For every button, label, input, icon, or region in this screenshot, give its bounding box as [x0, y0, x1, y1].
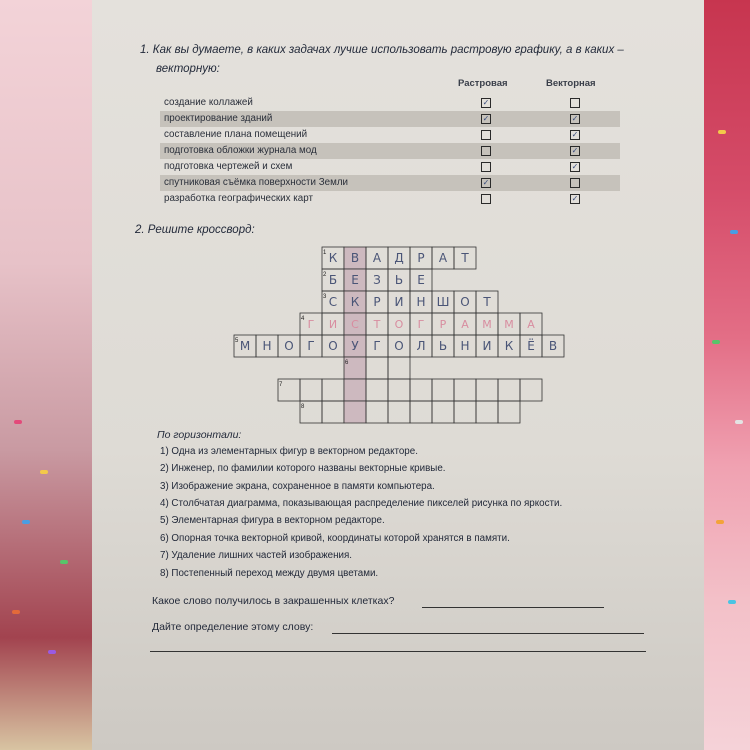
clue-item: 5) Элементарная фигура в векторном редакторе.	[160, 515, 385, 526]
crossword-letter: М	[239, 339, 251, 353]
crossword-letter: А	[372, 251, 382, 265]
crossword-letter: Ш	[436, 295, 450, 309]
crossword-cell[interactable]	[432, 401, 454, 423]
crossword-letter: Р	[417, 251, 425, 265]
crossword-cell[interactable]	[366, 357, 388, 379]
crossword-grid	[92, 0, 704, 430]
crossword-letter: Ь	[438, 339, 448, 353]
clue-item: 2) Инженер, по фамилии которого названы векторные кривые.	[160, 463, 446, 474]
crossword-letter: Ё	[527, 339, 535, 353]
crossword-letter: О	[328, 339, 338, 353]
task2-title: 2. Решите кроссворд:	[135, 224, 255, 236]
crossword-letter: И	[394, 295, 404, 309]
crossword-letter: Е	[351, 273, 359, 287]
clue-item: 6) Опорная точка векторной кривой, координаты которой хранятся в памяти.	[160, 533, 510, 544]
crossword-letter: И	[482, 339, 492, 353]
crossword-row	[278, 379, 542, 401]
crossword-letter: А	[438, 251, 448, 265]
crossword-letter: И	[328, 318, 338, 331]
crossword-cell[interactable]	[388, 357, 410, 379]
crossword-row	[322, 269, 432, 291]
crossword-cell[interactable]	[322, 401, 344, 423]
crossword-letter: Р	[373, 295, 381, 309]
vector-checkbox[interactable]: ✓	[571, 114, 579, 123]
crossword-letter: У	[351, 339, 359, 353]
sprinkle-decoration	[718, 130, 726, 134]
crossword-cell[interactable]	[388, 379, 410, 401]
sprinkle-decoration	[14, 420, 22, 424]
sprinkle-decoration	[60, 560, 68, 564]
crossword-letter: К	[328, 251, 338, 265]
crossword-letter: Г	[417, 318, 425, 331]
worksheet-paper	[92, 0, 704, 750]
crossword-row-number: 2	[323, 272, 327, 278]
crossword-cell[interactable]	[476, 401, 498, 423]
sprinkle-decoration	[40, 470, 48, 474]
task1-question-line1: 1. Как вы думаете, в каких задачах лучше использовать растровую графику, а в каких –	[140, 44, 624, 56]
crossword-row-number: 6	[345, 360, 349, 366]
crossword-letter: Г	[307, 318, 315, 331]
crossword-letter: Ь	[394, 273, 404, 287]
crossword-row	[300, 401, 520, 423]
crossword-letter: В	[350, 251, 360, 265]
crossword-letter: О	[394, 339, 404, 353]
sprinkle-decoration	[48, 650, 56, 654]
definition-question: Дайте определение этому слову:	[152, 621, 314, 633]
crossword-letter: О	[460, 295, 470, 309]
crossword-cell[interactable]	[388, 401, 410, 423]
task1-row-label: составление плана помещений	[164, 129, 308, 140]
crossword-letter: Г	[307, 339, 315, 353]
vector-checkbox[interactable]: ✓	[571, 146, 579, 155]
crossword-row-number: 7	[279, 382, 283, 388]
crossword-letter: В	[548, 339, 558, 353]
vector-checkbox[interactable]: ✓	[571, 162, 579, 171]
crossword-letter: З	[373, 273, 381, 287]
crossword-row-number: 1	[323, 250, 327, 256]
clues-title: По горизонтали:	[157, 429, 242, 441]
answer-line-word[interactable]	[422, 607, 604, 608]
task1-row-label: создание коллажей	[164, 97, 253, 108]
task1-row-label: проектирование зданий	[164, 113, 273, 124]
clue-item: 8) Постепенный переход между двумя цветами.	[160, 568, 379, 579]
sprinkle-decoration	[735, 420, 743, 424]
sprinkle-decoration	[12, 610, 20, 614]
crossword-letter: Г	[373, 339, 381, 353]
answer-line-definition[interactable]	[332, 633, 644, 634]
vector-checkbox[interactable]: ✓	[571, 130, 579, 139]
sprinkle-decoration	[728, 600, 736, 604]
crossword-row-number: 8	[301, 404, 305, 410]
crossword-row	[234, 335, 564, 357]
crossword-letter: Р	[439, 318, 447, 331]
answer-line-definition-2[interactable]	[150, 651, 646, 652]
crossword-row	[300, 313, 542, 335]
vector-checkbox[interactable]: ✓	[571, 194, 579, 203]
crossword-letter: Т	[373, 318, 381, 331]
crossword-letter: Д	[394, 251, 404, 265]
crossword-letter: О	[284, 339, 294, 353]
sprinkle-decoration	[22, 520, 30, 524]
crossword-letter: Т	[483, 295, 491, 309]
crossword-cell[interactable]	[322, 379, 344, 401]
crossword-letter: К	[350, 295, 360, 309]
crossword-cell[interactable]	[454, 379, 476, 401]
raster-checkbox[interactable]: ✓	[482, 178, 490, 187]
crossword-letter: М	[482, 318, 492, 331]
crossword-row-number: 3	[323, 294, 327, 300]
crossword-cell[interactable]	[366, 379, 388, 401]
shaded-word-question: Какое слово получилось в закрашенных клетках?	[152, 595, 395, 607]
sprinkle-decoration	[730, 230, 738, 234]
crossword-letter: А	[527, 318, 535, 331]
crossword-cell[interactable]	[520, 379, 542, 401]
crossword-row	[322, 291, 498, 313]
task1-question-line2: векторную:	[156, 63, 220, 75]
clue-item: 4) Столбчатая диаграмма, показывающая распределение пикселей рисунка по яркости.	[160, 498, 563, 509]
crossword-letter: Т	[461, 251, 469, 265]
crossword-letter: А	[461, 318, 469, 331]
crossword-letter: Н	[262, 339, 272, 353]
task1-row-label: разработка географических карт	[164, 193, 313, 204]
crossword-cell[interactable]	[476, 379, 498, 401]
crossword-letter: М	[504, 318, 514, 331]
task1-row-label: спутниковая съёмка поверхности Земли	[164, 177, 349, 188]
crossword-letter: С	[351, 318, 359, 331]
crossword-cell[interactable]	[300, 379, 322, 401]
clue-item: 1) Одна из элементарных фигур в векторном редакторе.	[160, 446, 418, 457]
crossword-cell[interactable]	[432, 379, 454, 401]
crossword-letter: К	[504, 339, 514, 353]
clue-item: 3) Изображение экрана, сохраненное в памяти компьютера.	[160, 481, 435, 492]
column-header-vector: Векторная	[546, 78, 596, 89]
crossword-letter: Н	[460, 339, 470, 353]
sprinkle-decoration	[712, 340, 720, 344]
column-header-raster: Растровая	[458, 78, 508, 89]
crossword-letter: С	[328, 295, 338, 309]
crossword-cell[interactable]	[454, 401, 476, 423]
crossword-row	[322, 247, 476, 269]
crossword-letter: Л	[416, 339, 426, 353]
task1-row-label: подготовка чертежей и схем	[164, 161, 293, 172]
clue-item: 7) Удаление лишних частей изображения.	[160, 550, 353, 561]
crossword-cell[interactable]	[366, 401, 388, 423]
raster-checkbox[interactable]: ✓	[482, 98, 490, 107]
crossword-cell-shaded[interactable]	[344, 379, 366, 401]
crossword-cell[interactable]	[410, 379, 432, 401]
crossword-cell[interactable]	[498, 401, 520, 423]
task1-row-label: подготовка обложки журнала мод	[164, 145, 317, 156]
crossword-letter: О	[394, 318, 404, 331]
crossword-letter: Е	[417, 273, 425, 287]
crossword-letter: Н	[416, 295, 426, 309]
crossword-cell[interactable]	[498, 379, 520, 401]
crossword-letter: Б	[328, 273, 338, 287]
crossword-row	[344, 357, 410, 379]
crossword-row-number: 4	[301, 316, 305, 322]
crossword-row-number: 5	[235, 338, 239, 344]
crossword-cell[interactable]	[410, 401, 432, 423]
sprinkle-decoration	[716, 520, 724, 524]
raster-checkbox[interactable]: ✓	[482, 114, 490, 123]
crossword-cell-shaded[interactable]	[344, 401, 366, 423]
